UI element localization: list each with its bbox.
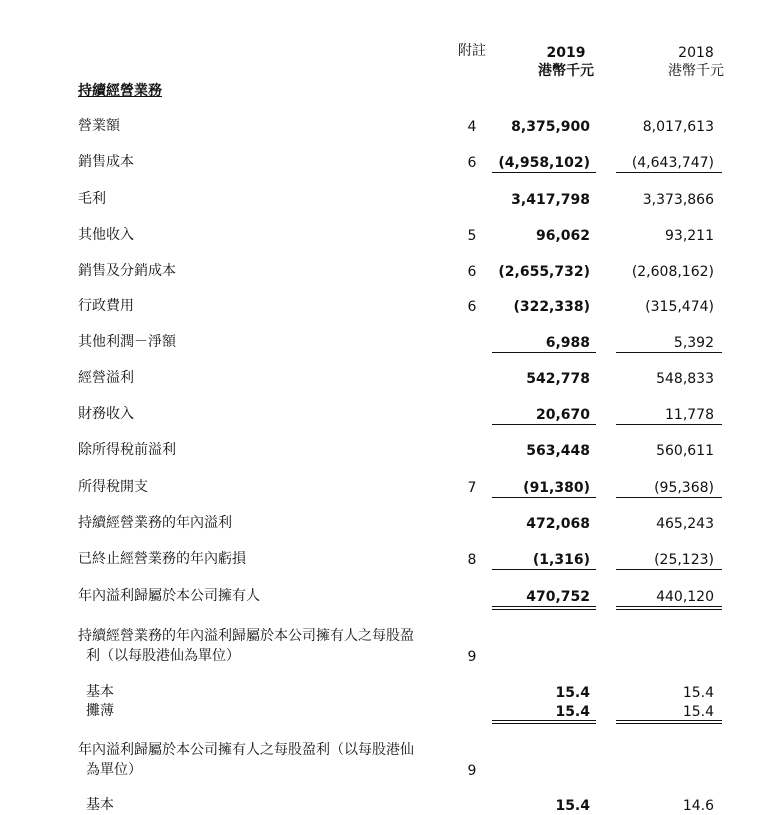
eps-basic-2019: 15.4	[555, 685, 590, 701]
row-label: 經營溢利	[78, 370, 134, 386]
subtotal-rule-2019	[492, 424, 596, 425]
total-double-rule-2018	[616, 606, 722, 610]
row-value-2018: (4,643,747)	[631, 155, 714, 171]
row-value-2018: 5,392	[673, 335, 714, 351]
row-label: 銷售及分銷成本	[78, 263, 176, 279]
eps-basic-label: 基本	[86, 684, 114, 700]
row-value-2019: 8,375,900	[511, 119, 590, 135]
row-label: 其他利潤－淨額	[78, 334, 176, 350]
note-column-header: 附註	[458, 43, 486, 59]
row-value-2018: 465,243	[656, 516, 714, 532]
eps-continuing-title-line2: 利（以每股港仙為單位）	[86, 648, 240, 664]
eps-total-title-line1: 年內溢利歸屬於本公司擁有人之每股盈利（以每股港仙	[78, 742, 414, 758]
total-double-rule-2019	[492, 606, 596, 610]
row-value-2019: 6,988	[545, 335, 590, 351]
eps-total-basic-label: 基本	[86, 797, 114, 813]
row-label: 已終止經營業務的年內虧損	[78, 551, 246, 567]
subtotal-rule-2018	[616, 569, 722, 570]
section-title: 持續經營業務	[78, 83, 162, 99]
row-note: 4	[467, 119, 477, 135]
eps-diluted-2019: 15.4	[555, 704, 590, 720]
subtotal-rule-2018	[616, 424, 722, 425]
eps-total-basic-2019: 15.4	[555, 798, 590, 814]
row-value-2019: (91,380)	[523, 480, 590, 496]
row-value-2018: 548,833	[656, 371, 714, 387]
row-label: 其他收入	[78, 227, 134, 243]
row-value-2019: (322,338)	[513, 299, 590, 315]
row-label: 持續經營業務的年內溢利	[78, 515, 232, 531]
subtotal-rule-2018	[616, 497, 722, 498]
row-value-2018: (25,123)	[654, 552, 714, 568]
row-value-2019: (4,958,102)	[498, 155, 590, 171]
subtotal-rule-2019	[492, 352, 596, 353]
subtotal-rule-2018	[616, 172, 722, 173]
subtotal-rule-2019	[492, 497, 596, 498]
row-value-2019: 96,062	[535, 228, 590, 244]
row-value-2018: 8,017,613	[642, 119, 714, 135]
row-value-2018: 11,778	[665, 407, 714, 423]
eps-total-basic-2018: 14.6	[682, 798, 714, 814]
eps-continuing-title-line1: 持續經營業務的年內溢利歸屬於本公司擁有人之每股盈	[78, 628, 414, 644]
row-note: 7	[467, 480, 477, 496]
row-note: 5	[467, 228, 477, 244]
eps-basic-2018: 15.4	[682, 685, 714, 701]
row-note: 6	[467, 264, 477, 280]
eps-double-rule-2019	[492, 720, 596, 724]
row-label: 行政費用	[78, 298, 134, 314]
row-value-2019: 20,670	[535, 407, 590, 423]
row-value-2018: 560,611	[656, 443, 714, 459]
row-value-2018: 440,120	[656, 589, 714, 605]
row-label: 所得稅開支	[78, 479, 148, 495]
row-value-2019: 3,417,798	[511, 192, 590, 208]
subtotal-rule-2018	[616, 352, 722, 353]
row-note: 6	[467, 299, 477, 315]
row-value-2018: (315,474)	[645, 299, 714, 315]
eps-diluted-label: 攤薄	[86, 703, 114, 719]
row-label: 除所得稅前溢利	[78, 442, 176, 458]
row-value-2018: (2,608,162)	[631, 264, 714, 280]
row-value-2018: 3,373,866	[642, 192, 714, 208]
row-value-2019: 470,752	[526, 589, 590, 605]
year-2019-header: 2019	[546, 45, 586, 61]
year-2018-header: 2018	[678, 45, 714, 61]
eps-continuing-note: 9	[467, 649, 477, 665]
eps-diluted-2018: 15.4	[682, 704, 714, 720]
eps-total-title-line2: 為單位）	[86, 762, 142, 778]
row-value-2019: 472,068	[526, 516, 590, 532]
eps-double-rule-2018	[616, 720, 722, 724]
unit-2019-header: 港幣千元	[538, 63, 594, 79]
row-label: 毛利	[78, 191, 106, 207]
row-value-2019: 563,448	[526, 443, 590, 459]
subtotal-rule-2019	[492, 569, 596, 570]
row-note: 6	[467, 155, 477, 171]
row-value-2019: (1,316)	[532, 552, 590, 568]
row-value-2019: (2,655,732)	[498, 264, 590, 280]
row-label: 銷售成本	[78, 154, 134, 170]
row-value-2018: 93,211	[665, 228, 714, 244]
row-note: 8	[467, 552, 477, 568]
eps-total-note: 9	[467, 763, 477, 779]
row-label: 年內溢利歸屬於本公司擁有人	[78, 588, 260, 604]
row-value-2018: (95,368)	[654, 480, 714, 496]
row-label: 營業額	[78, 118, 120, 134]
unit-2018-header: 港幣千元	[668, 63, 724, 79]
subtotal-rule-2019	[492, 172, 596, 173]
row-label: 財務收入	[78, 406, 134, 422]
row-value-2019: 542,778	[526, 371, 590, 387]
